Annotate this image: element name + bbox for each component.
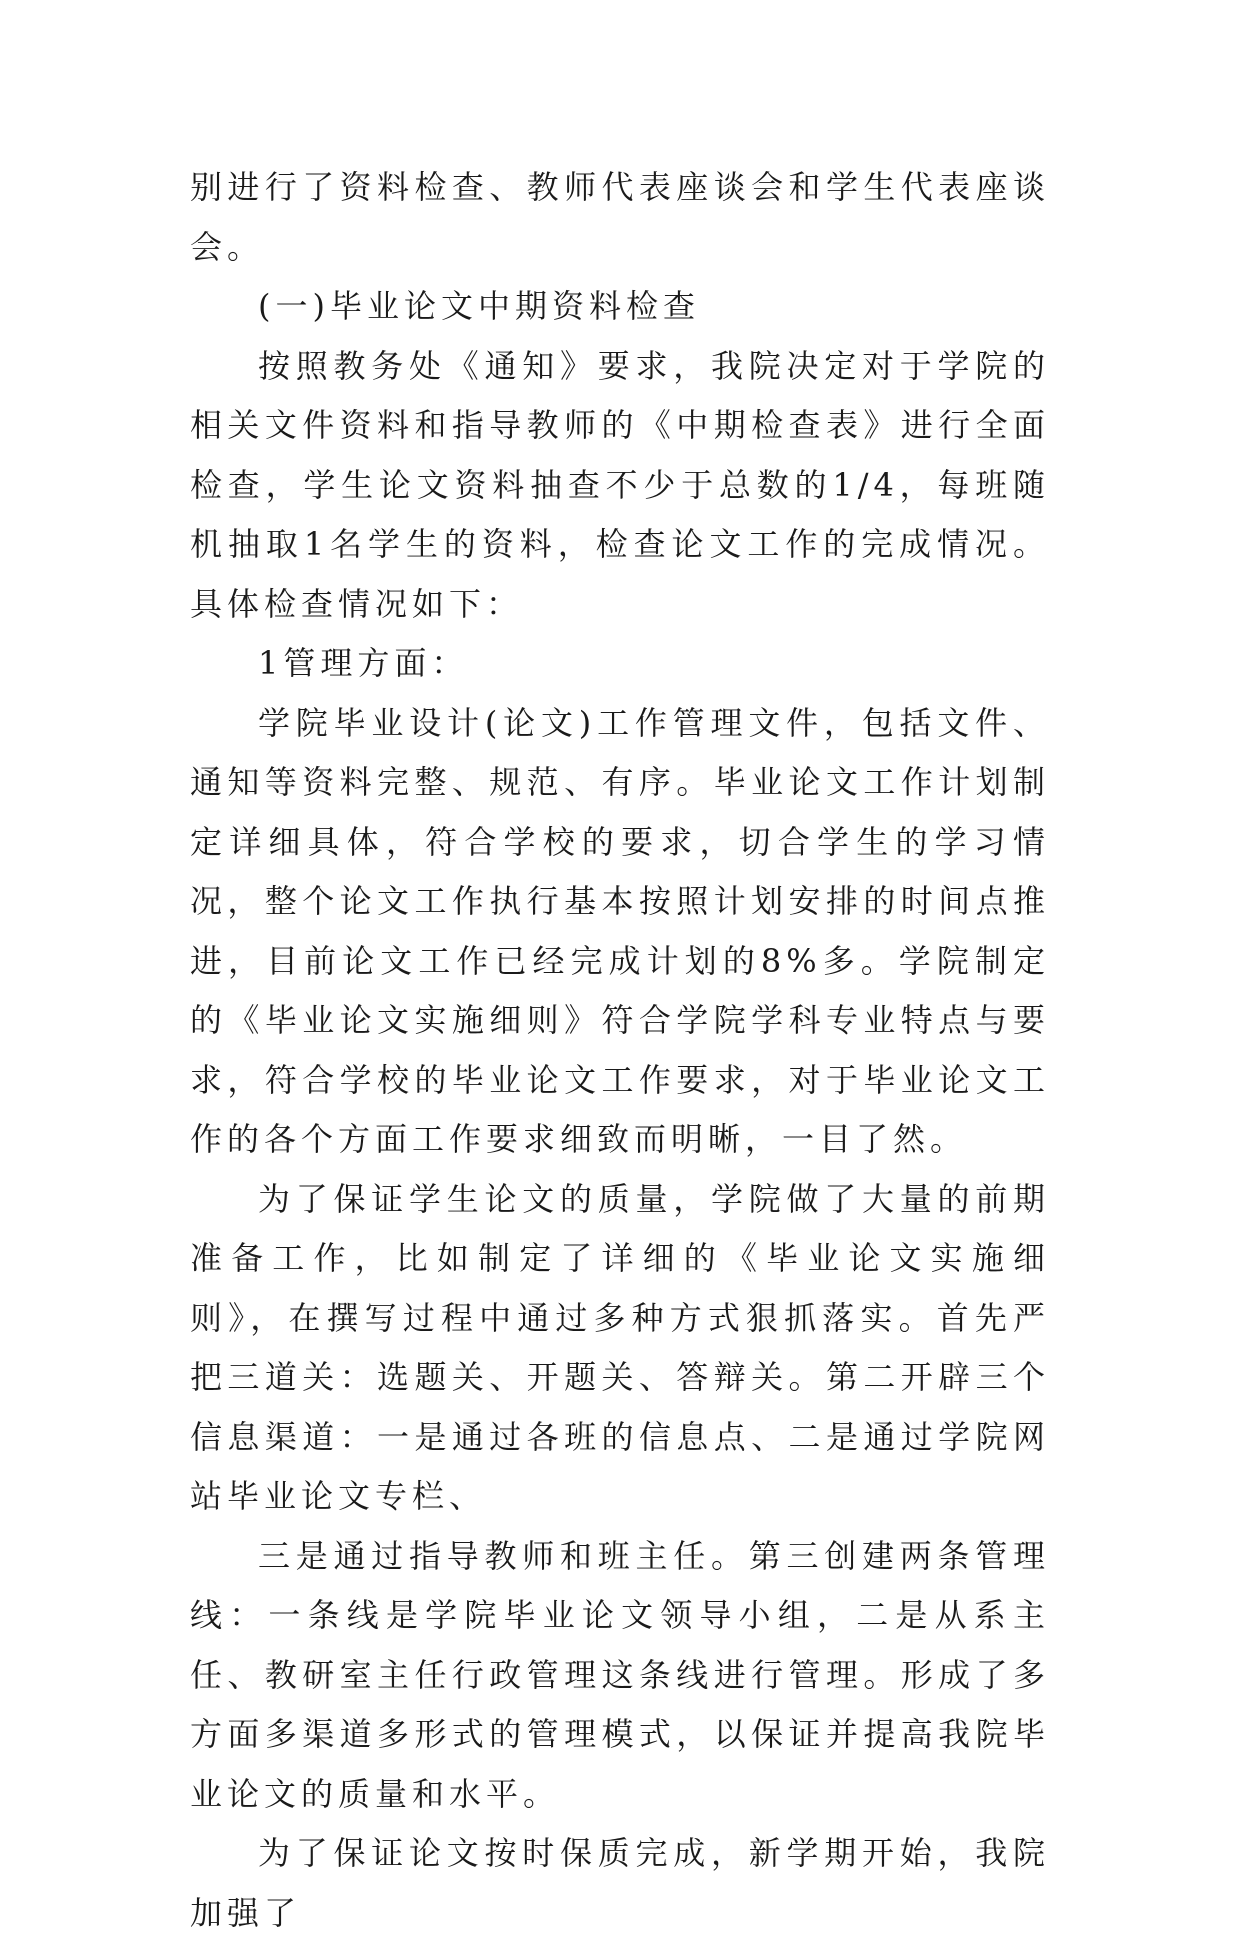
paragraph: 为了保证学生论文的质量，学院做了大量的前期准备工作，比如制定了详细的《毕业论文实施细则》，在撰写过程中通过多种方式狠抓落实。首先严把三道关：选题关、开题关、答辩关。第二开辟三个信息渠道：一是通过各班的信息点、二是通过学院网站毕业论文专栏、 [190,1179,1050,1515]
paragraph: 学院毕业设计(论文)工作管理文件，包括文件、通知等资料完整、规范、有序。毕业论文工作计划制定详细具体，符合学校的要求，切合学生的学习情况，整个论文工作执行基本按照计划安排的时间点推进，目前论文工作已经完成计划的8%多。学院制定的《毕业论文实施细则》符合学院学科专业特点与要求，符合学校的毕业论文工作要求，对于毕业论文工作的各个方面工作要求细致而明晰，一目了然。 [190,703,1050,1158]
paragraph-continuation: 别进行了资料检查、教师代表座谈会和学生代表座谈会。 [190,168,1050,266]
subsection-heading: 1管理方面： [258,644,469,682]
paragraph: 为了保证论文按时保质完成，新学期开始，我院加强了 [190,1834,1050,1932]
section-heading: (一)毕业论文中期资料检查 [258,287,700,325]
document-body [190,158,1050,1943]
paragraph: 三是通过指导教师和班主任。第三创建两条管理线：一条线是学院毕业论文领导小组，二是从系主任、教研室主任行政管理这条线进行管理。形成了多方面多渠道多形式的管理模式，以保证并提高我院毕业论文的质量和水平。 [190,1536,1050,1813]
paragraph: 按照教务处《通知》要求，我院决定对于学院的相关文件资料和指导教师的《中期检查表》进行全面检查，学生论文资料抽查不少于总数的1/4，每班随机抽取1名学生的资料，检查论文工作的完成情况。具体检查情况如下： [190,346,1050,623]
